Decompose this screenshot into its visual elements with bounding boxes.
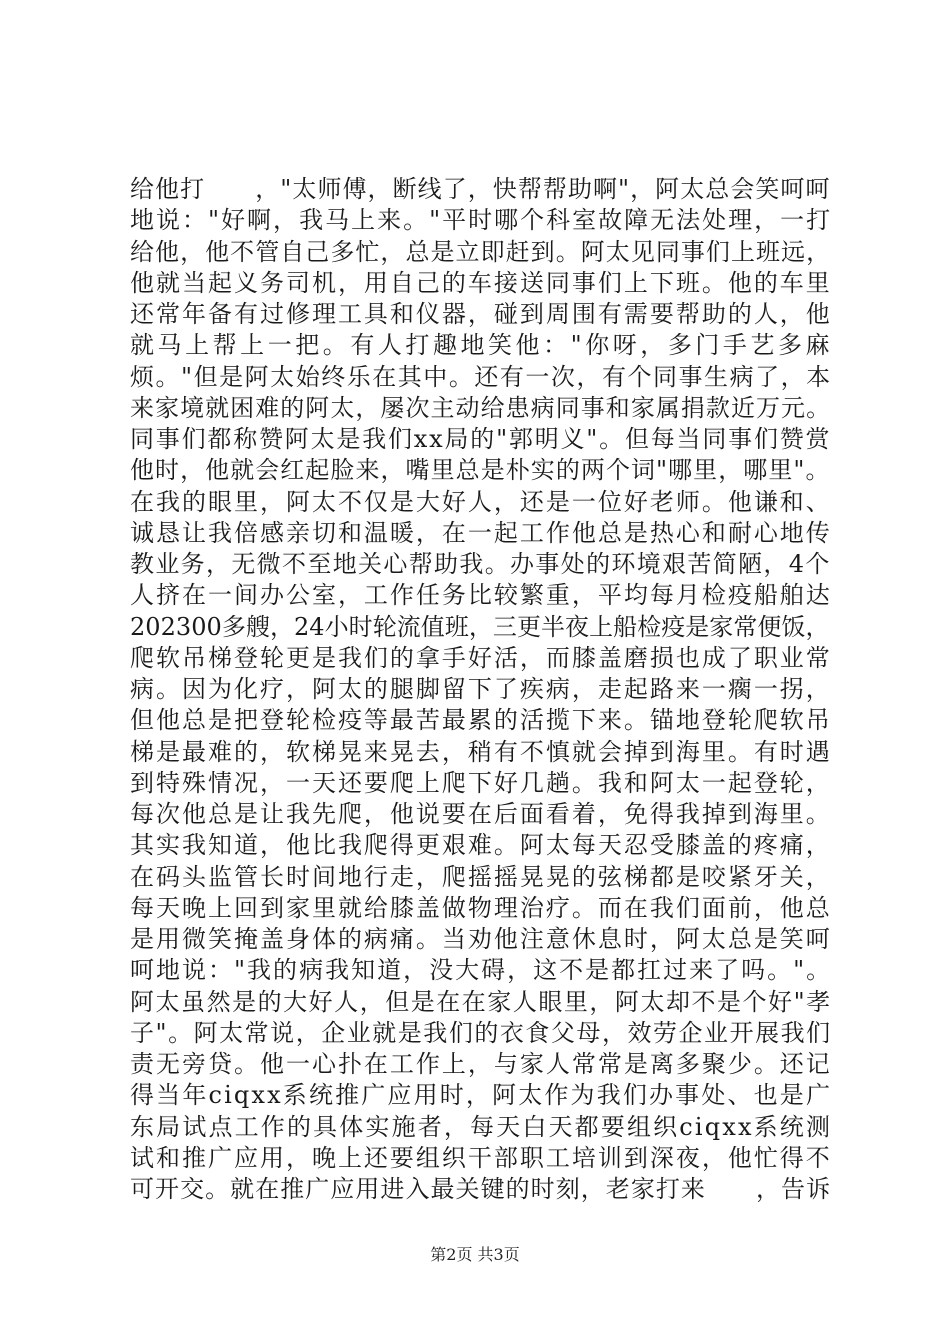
body-text <box>130 174 834 1205</box>
text-line: 每天晚上回到家里就给膝盖做物理治疗。而在我们面前，他总 <box>130 893 832 922</box>
text-line: 给他打 ，"太师傅，断线了，快帮帮助啊"，阿太总会笑呵呵 <box>130 175 831 203</box>
text-line: 病。因为化疗，阿太的腿脚留下了疾病，走起路来一瘸一拐， <box>130 675 832 703</box>
text-line: 东局试点工作的具体实施者，每天白天都要组织ciqxx系统测 <box>130 1112 833 1141</box>
text-line: 地说："好啊，我马上来。"平时哪个科室故障无法处理，一打 <box>130 206 833 235</box>
text-line: 试和推广应用，晚上还要组织干部职工培训到深夜，他忙得不 <box>130 1143 832 1172</box>
text-line: 还常年备有过修理工具和仪器，碰到周围有需要帮助的人，他 <box>130 300 832 328</box>
page-footer: 第2页 共3页 <box>430 1245 520 1264</box>
text-line: 呵地说："我的病我知道，没大碍，这不是都扛过来了吗。"。 <box>130 956 833 985</box>
text-line: 人挤在一间办公室，工作任务比较繁重，平均每月检疫船舶达 <box>130 581 832 610</box>
text-line: 在码头监管长时间地行走，爬摇摇晃晃的弦梯都是咬紧牙关， <box>130 862 832 891</box>
text-line: 烦。"但是阿太始终乐在其中。还有一次，有个同事生病了，本 <box>130 362 832 391</box>
text-line: 同事们都称赞阿太是我们xx局的"郭明义"。但每当同事们赞赏 <box>130 425 832 453</box>
text-line: 到特殊情况，一天还要爬上爬下好几趟。我和阿太一起登轮， <box>130 768 832 797</box>
text-line: 可开交。就在推广应用进入最关键的时刻，老家打来 ，告诉 <box>130 1175 832 1203</box>
text-line: 诚恳让我倍感亲切和温暖，在一起工作他总是热心和耐心地传 <box>130 518 832 547</box>
text-line: 梯是最难的，软梯晃来晃去，稍有不慎就会掉到海里。有时遇 <box>130 737 832 766</box>
text-line: 其实我知道，他比我爬得更艰难。阿太每天忍受膝盖的疼痛， <box>130 831 832 860</box>
text-line: 他时，他就会红起脸来，嘴里总是朴实的两个词"哪里，哪里"。 <box>130 456 831 485</box>
text-line: 他就当起义务司机，用自己的车接送同事们上下班。他的车里 <box>130 268 832 297</box>
text-line: 责无旁贷。他一心扑在工作上，与家人常常是离多聚少。还记 <box>130 1050 832 1078</box>
text-line: 就马上帮上一把。有人打趣地笑他："你呀，多门手艺多麻 <box>130 331 834 360</box>
text-line: 得当年ciqxx系统推广应用时，阿太作为我们办事处、也是广 <box>130 1081 833 1110</box>
text-line: 是用微笑掩盖身体的病痛。当劝他注意休息时，阿太总是笑呵 <box>130 925 832 953</box>
text-line: 来家境就困难的阿太，屡次主动给患病同事和家属捐款近万元。 <box>130 393 832 422</box>
text-line: 子"。阿太常说，企业就是我们的衣食父母，效劳企业开展我们 <box>130 1018 832 1047</box>
text-line: 给他，他不管自己多忙，总是立即赶到。阿太见同事们上班远， <box>130 237 832 266</box>
text-line: 爬软吊梯登轮更是我们的拿手好活，而膝盖磨损也成了职业常 <box>130 643 832 672</box>
text-line: 202300多艘，24小时轮流值班，三更半夜上船检疫是家常便饭， <box>130 612 830 641</box>
text-line: 每次他总是让我先爬，他说要在后面看着，免得我掉到海里。 <box>130 800 832 828</box>
text-line: 教业务，无微不至地关心帮助我。办事处的环境艰苦简陋，4个 <box>130 550 831 578</box>
text-line: 但他总是把登轮检疫等最苦最累的活揽下来。锚地登轮爬软吊 <box>130 706 832 735</box>
text-line: 在我的眼里，阿太不仅是大好人，还是一位好老师。他谦和、 <box>130 487 832 516</box>
text-line: 阿太虽然是的大好人，但是在在家人眼里，阿太却不是个好"孝 <box>130 987 832 1016</box>
